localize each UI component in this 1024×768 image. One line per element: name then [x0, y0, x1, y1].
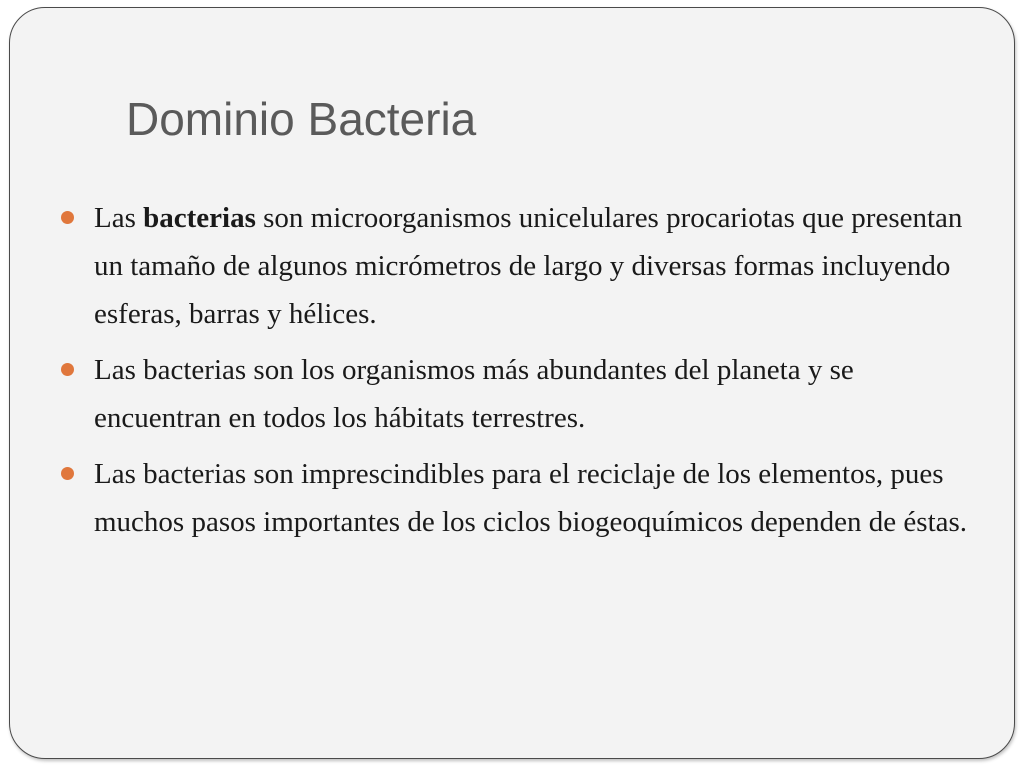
- bullet-dot-icon: [61, 467, 74, 480]
- bullet-list: [94, 194, 974, 554]
- bullet-text: Las bacterias son imprescindibles para el reciclaje de los elementos, pues muchos pasos importantes de los ciclos biogeoquímicos dependen de éstas.: [94, 458, 968, 538]
- bullet-item: [94, 194, 974, 338]
- slide-frame: [9, 7, 1015, 759]
- bullet-text: Las bacterias son los organismos más abundantes del planeta y se encuentran en todos los hábitats terrestres.: [94, 354, 854, 434]
- bullet-text: [94, 202, 962, 330]
- bullet-item: [94, 346, 974, 442]
- bullet-bold-term: bacterias: [143, 202, 256, 234]
- bullet-text-rest: son microorganismos unicelulares procariotas que presentan un tamaño de algunos micrómetros de largo y diversas formas incluyendo esferas, barras y hélices.: [94, 202, 963, 330]
- bullet-item: [94, 450, 974, 546]
- slide-title: Dominio Bacteria: [126, 93, 477, 145]
- bullet-dot-icon: [61, 211, 74, 224]
- bullet-dot-icon: [61, 363, 74, 376]
- bullet-text-lead: Las: [94, 202, 144, 234]
